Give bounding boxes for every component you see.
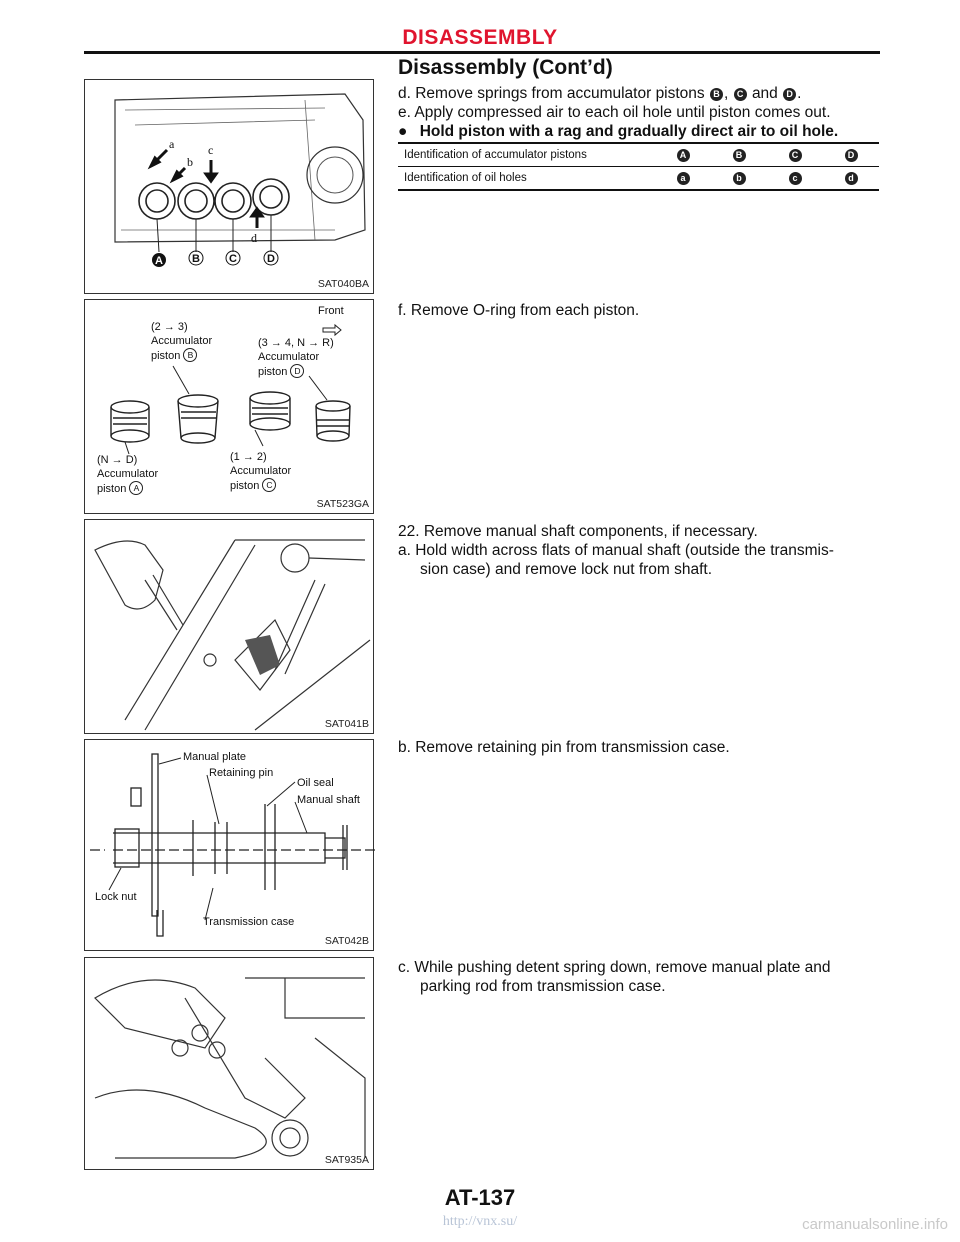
- oil-seal-label: Oil seal: [297, 777, 334, 789]
- row-label: Identification of oil holes: [398, 167, 655, 191]
- row-label: Identification of accumulator pistons: [398, 143, 655, 167]
- figure-code: SAT041B: [324, 718, 369, 730]
- manual-plate-label: Manual plate: [183, 751, 246, 763]
- oil-hole-a-label: a: [169, 137, 175, 151]
- table-row: Identification of accumulator pistons A B C D: [398, 143, 879, 167]
- piston-b-mark: B: [710, 88, 723, 101]
- oil-hole-d-label: d: [251, 231, 257, 245]
- table-row: Identification of oil holes a b c d: [398, 167, 879, 191]
- warning-bullet: ● Hold piston with a rag and gradually direct air to oil hole.: [398, 123, 839, 140]
- figure-accumulator-piston-set: [84, 299, 374, 514]
- step-22a: a. Hold width across flats of manual shaft (outside the transmis- sion case) and remove lock nut from shaft.: [398, 542, 834, 578]
- oil-hole-c-label: c: [208, 143, 214, 157]
- header-rule: [84, 51, 880, 54]
- accumulator-case-illustration: [85, 80, 375, 295]
- figure-retaining-pin: [84, 739, 374, 951]
- figure-accumulator-pistons: [84, 79, 374, 294]
- figure-code: SAT042B: [324, 935, 369, 947]
- source-url[interactable]: http://vnx.su/: [442, 1214, 518, 1229]
- step-e: e. Apply compressed air to each oil hole until piston comes out.: [398, 104, 831, 121]
- transmission-case-label: Transmission case: [203, 916, 295, 928]
- manual-shaft-label: Manual shaft: [297, 794, 360, 806]
- figure-code: SAT935A: [324, 1154, 369, 1166]
- page-subtitle: Disassembly (Cont’d): [398, 56, 613, 79]
- figure-manual-shaft-lock-nut: [84, 519, 374, 734]
- watermark: carmanualsonline.info: [802, 1216, 948, 1233]
- step-d: d. Remove springs from accumulator pistons B , C and D .: [398, 85, 802, 102]
- lock-nut-label: Lock nut: [95, 891, 137, 903]
- manual-plate-removal-illustration: [85, 958, 375, 1171]
- figure-code: SAT040BA: [317, 278, 369, 290]
- step-22b: b. Remove retaining pin from transmission case.: [398, 739, 730, 756]
- piston-b-label: B: [192, 253, 200, 265]
- figure-manual-plate-removal: [84, 957, 374, 1170]
- piston-a-caption: (N → D) Accumulator piston A: [97, 454, 159, 495]
- step-22c: c. While pushing detent spring down, remove manual plate and parking rod from transmission case.: [398, 959, 831, 995]
- piston-a-label: A: [155, 255, 163, 267]
- piston-c-caption: (1 → 2) Accumulator piston C: [230, 451, 292, 492]
- piston-c-mark: C: [734, 88, 747, 101]
- retaining-pin-label: Retaining pin: [209, 767, 274, 779]
- page-number: AT-137: [444, 1185, 516, 1210]
- section-header: DISASSEMBLY: [402, 26, 558, 49]
- piston-d-label: D: [267, 253, 275, 265]
- step-22: 22. Remove manual shaft components, if necessary.: [398, 523, 758, 540]
- piston-c-label: C: [229, 253, 237, 265]
- lock-nut-removal-illustration: [85, 520, 375, 735]
- piston-d-mark: D: [783, 88, 796, 101]
- step-f: f. Remove O-ring from each piston.: [398, 302, 640, 319]
- piston-b-caption: (2 → 3) Accumulator piston B: [151, 321, 213, 362]
- piston-d-caption: (3 → 4, N → R) Accumulator piston D: [258, 337, 334, 378]
- oil-hole-b-label: b: [187, 155, 193, 169]
- identification-table: [398, 142, 879, 191]
- front-label: Front: [318, 305, 344, 317]
- figure-code: SAT523GA: [316, 498, 369, 510]
